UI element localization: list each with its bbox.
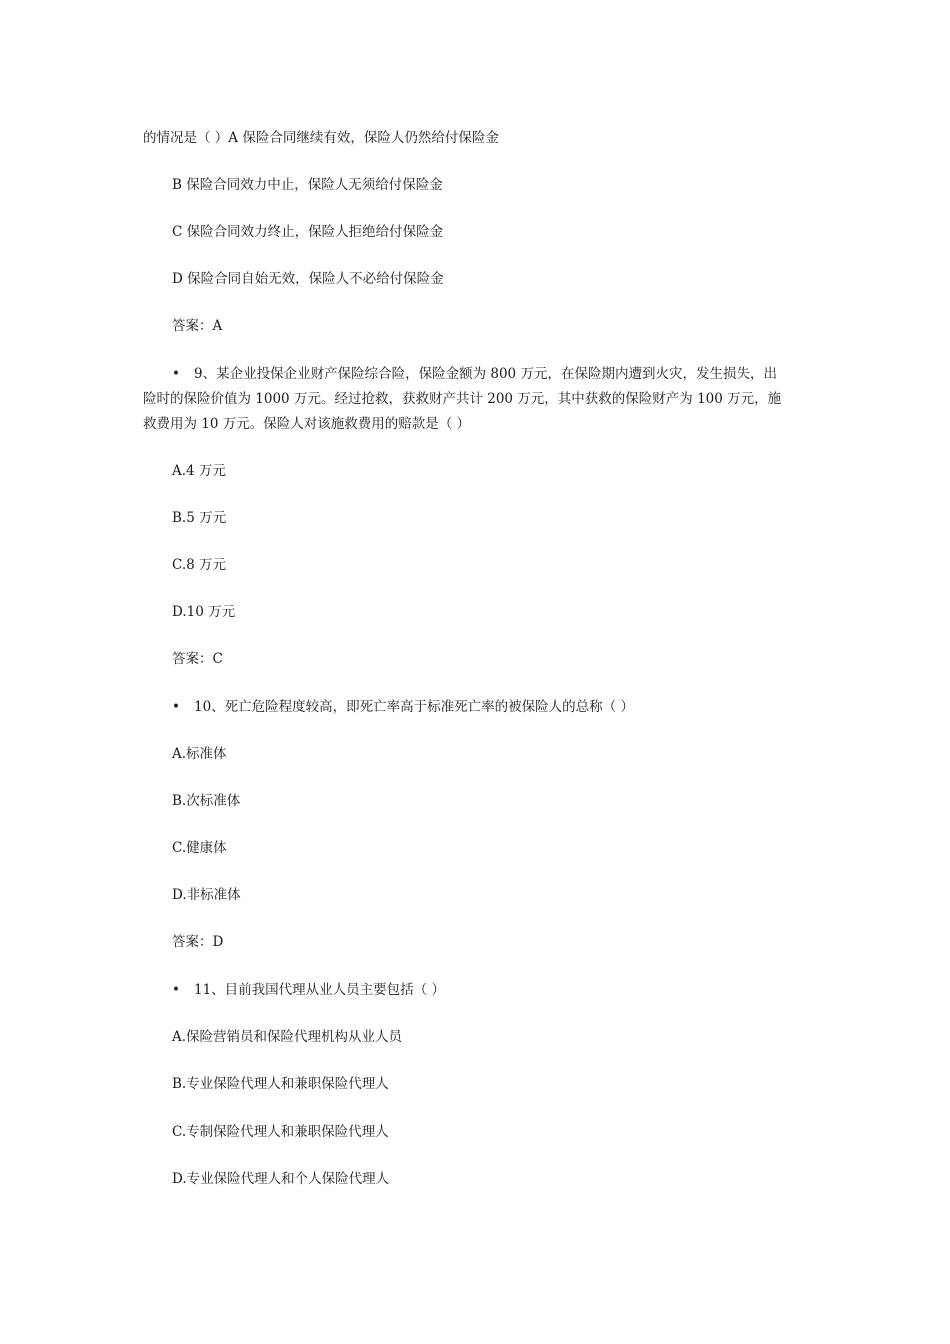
q10-stem-text: 10、死亡危险程度较高，即死亡率高于标准死亡率的被保险人的总称（ ） [194,699,634,715]
q8-option-c: C 保险合同效力终止，保险人拒绝给付保险金 [172,224,444,240]
q9-stem-line-1 [172,365,777,383]
q11-stem-text: 11、目前我国代理从业人员主要包括（ ） [194,982,445,998]
q11-option-d: D.专业保险代理人和个人保险代理人 [172,1171,390,1187]
q10-option-d: D.非标准体 [172,887,241,903]
q8-option-d: D 保险合同自始无效，保险人不必给付保险金 [172,271,444,287]
q11-stem [172,981,445,999]
q9-bullet: • [172,366,180,382]
q9-option-a: A.4 万元 [172,463,226,479]
q10-stem [172,698,634,716]
q10-option-a: A.标准体 [172,746,227,762]
q10-bullet: • [172,699,180,715]
q8-stem-tail: 的情况是（ ）A 保险合同继续有效，保险人仍然给付保险金 [143,130,499,146]
q11-bullet: • [172,982,180,998]
q9-stem-line-3: 救费用为 10 万元。保险人对该施救费用的赔款是（ ） [143,416,471,432]
q8-answer: 答案：A [172,318,223,334]
q9-option-d: D.10 万元 [172,604,236,620]
q9-option-c: C.8 万元 [172,557,227,573]
q9-option-b: B.5 万元 [172,510,227,526]
q11-option-b: B.专业保险代理人和兼职保险代理人 [172,1076,389,1092]
q11-option-a: A.保险营销员和保险代理机构从业人员 [172,1029,403,1045]
q10-answer: 答案：D [172,934,224,950]
q9-stem-line-2: 险时的保险价值为 1000 万元。经过抢救，获救财产共计 200 万元，其中获救的保险财产为 100 万元，施 [143,391,782,407]
q10-option-c: C.健康体 [172,840,227,856]
q9-answer: 答案：C [172,651,223,667]
q10-option-b: B.次标准体 [172,793,241,809]
q9-stem-text-1: 9、某企业投保企业财产保险综合险，保险金额为 800 万元，在保险期内遭到火灾，发生损失，出 [194,366,777,382]
q11-option-c: C.专制保险代理人和兼职保险代理人 [172,1124,389,1140]
q8-option-b: B 保险合同效力中止，保险人无须给付保险金 [172,177,443,193]
